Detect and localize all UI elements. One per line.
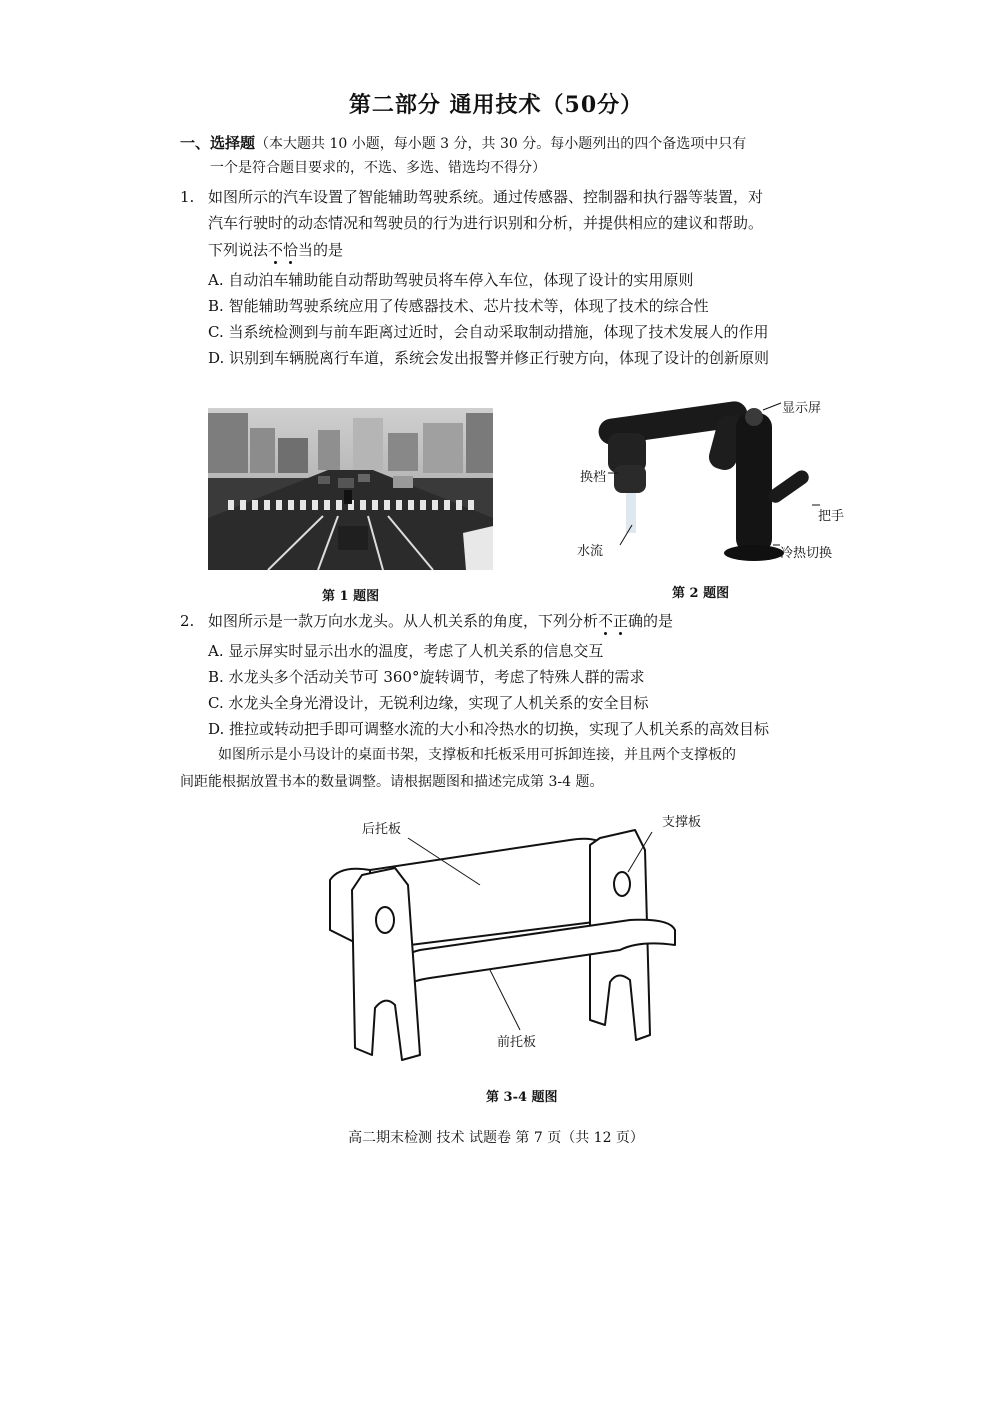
page-title: 第二部分 通用技术（50分） [348,92,644,118]
option-letter: A. [208,642,224,660]
q2-number: 2. [180,612,195,630]
option-letter: D. [208,349,225,367]
page-footer: 高二期末检测 技术 试题卷 第 7 页（共 12 页） [348,1130,644,1146]
option-text: 识别到车辆脱离行车道，系统会发出报警并修正行驶方向，体现了设计的创新原则 [229,349,770,367]
intro34-line2: 间距能根据放置书本的数量调整。请根据题图和描述完成第 3-4 题。 [180,774,604,790]
q1-stem-post: 当的是 [298,241,344,259]
fig2-label-hotcold: 冷热切换 [780,546,833,561]
option-letter: D. [208,720,225,738]
option-letter: C. [208,694,224,712]
q2-option-d [208,719,769,739]
q2-emphasis-1: 不 [598,612,614,630]
q2-option-a [208,641,603,661]
q1-option-b [208,296,709,316]
intro34-line1: 如图所示是小马设计的桌面书架，支撑板和托板采用可拆卸连接，并且两个支撑板的 [218,747,736,763]
fig34-label-back-tray: 后托板 [362,822,402,837]
option-text: 推拉或转动把手即可调整水流的大小和冷热水的切换，实现了人机关系的高效目标 [229,720,770,738]
q1-stem-line1: 如图所示的汽车设置了智能辅助驾驶系统。通过传感器、控制器和执行器等装置，对 [208,188,764,206]
fig34-label-support-board: 支撑板 [662,815,702,830]
option-text: 当系统检测到与前车距离过近时，会自动采取制动措施，体现了技术发展人的作用 [228,323,769,341]
q1-number: 1. [180,188,195,206]
option-letter: B. [208,668,224,686]
q1-emphasis-1: 不 [268,241,284,259]
option-letter: B. [208,297,224,315]
q2-emphasis-2: 正 [613,612,629,630]
fig1-road-image [208,408,493,570]
fig1-caption: 第 1 题图 [322,589,380,604]
fig2-label-gear: 换档 [580,470,607,485]
option-text: 水龙头全身光滑设计，无锐利边缘，实现了人机关系的安全目标 [228,694,649,712]
fig2-label-display: 显示屏 [782,401,822,416]
q1-stem-line2: 汽车行驶时的动态情况和驾驶员的行为进行识别和分析，并提供相应的建议和帮助。 [208,214,764,232]
q2-option-c [208,693,649,713]
option-letter: A. [208,271,224,289]
q2-option-b [208,667,644,687]
q2-stem-pre: 如图所示是一款万向水龙头。从人机关系的角度，下列分析 [208,612,599,630]
option-letter: C. [208,323,224,341]
q1-emphasis-2: 恰 [283,241,299,259]
q1-option-d [208,348,769,368]
section-note-line1: （本大题共 10 小题，每小题 3 分，共 30 分。每小题列出的四个备选项中只有 [255,136,747,152]
q2-stem [208,611,673,631]
fig34-caption: 第 3-4 题图 [486,1090,558,1105]
section-heading-label: 一、选择题 [180,134,256,152]
fig34-label-front-tray: 前托板 [497,1035,537,1050]
fig2-label-handle: 把手 [818,509,845,524]
option-text: 水龙头多个活动关节可 360°旋转调节，考虑了特殊人群的需求 [228,668,645,686]
option-text: 显示屏实时显示出水的温度，考虑了人机关系的信息交互 [228,642,604,660]
q1-stem-line3 [208,240,343,260]
q1-stem-pre: 下列说法 [208,241,269,259]
section-note-line2: 一个是符合题目要求的，不选、多选、错选均不得分） [210,160,546,176]
q1-option-a [208,270,693,290]
option-text: 自动泊车辅助能自动帮助驾驶员将车停入车位，体现了设计的实用原则 [228,271,694,289]
fig2-label-water: 水流 [577,544,604,559]
option-text: 智能辅助驾驶系统应用了传感器技术、芯片技术等，体现了技术的综合性 [228,297,709,315]
section-heading [180,133,746,154]
fig2-caption: 第 2 题图 [672,586,730,601]
q2-stem-post: 确的是 [628,612,674,630]
q1-option-c [208,322,769,342]
